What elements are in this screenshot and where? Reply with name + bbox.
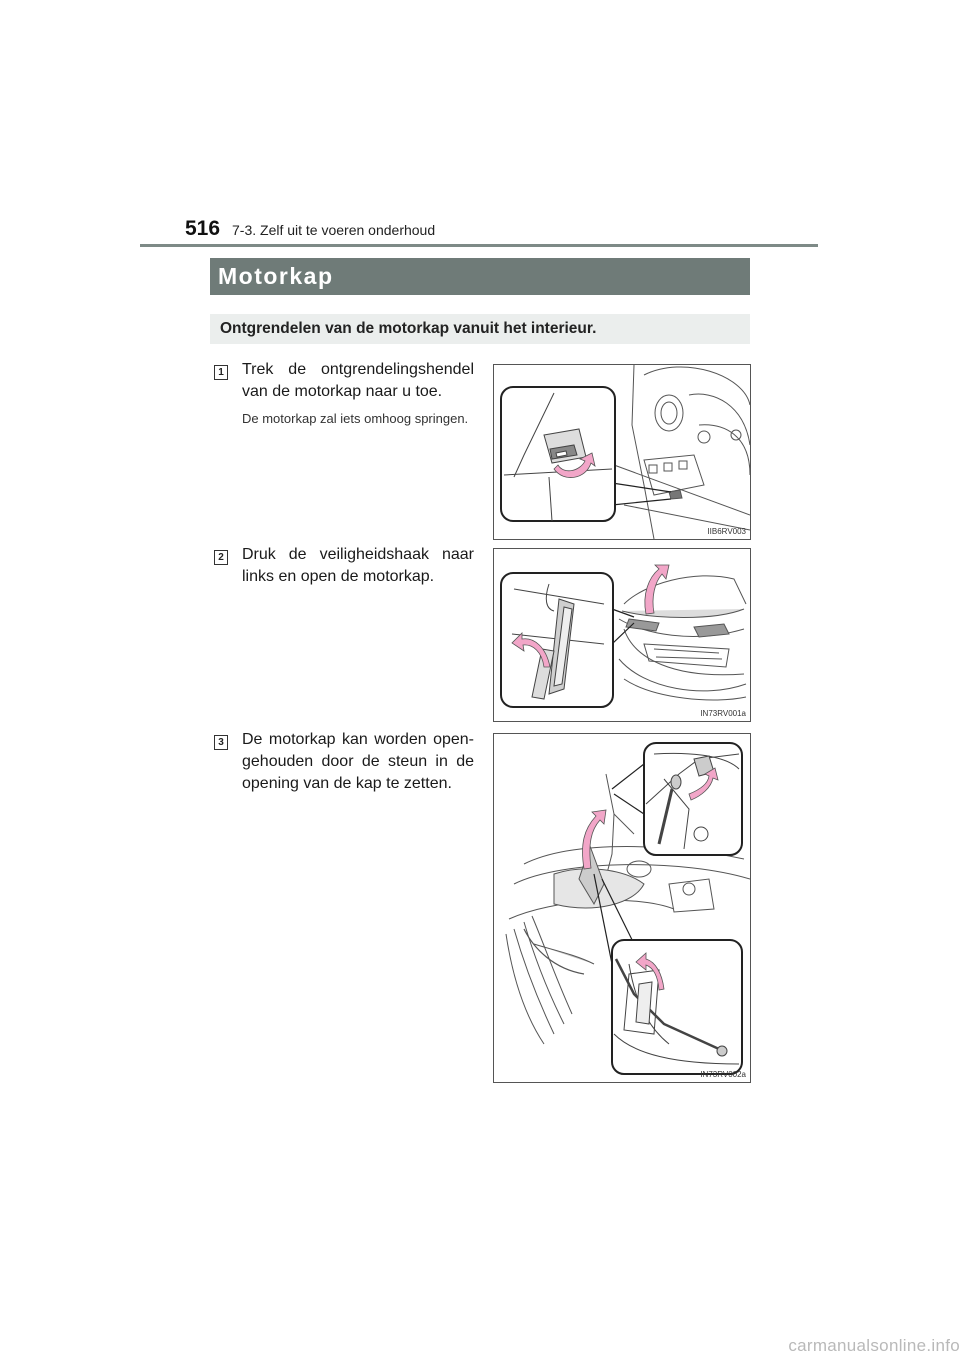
step-text-1: Trek de ontgrendelingshendel van de motorkap naar u toe. (242, 361, 474, 400)
watermark: carmanualsonline.info (788, 1336, 960, 1355)
header-rule (140, 244, 818, 247)
figure-code-3: IN73RV002a (700, 1070, 746, 1079)
step-number-2: 2 (214, 550, 228, 565)
subheading: Ontgrendelen van de motorkap vanuit het interieur. (210, 314, 750, 344)
figure-safety-catch (493, 548, 751, 722)
step-text-2: Druk de veiligheidshaak naar links en open de motorkap. (242, 546, 474, 585)
figure-code-2: IN73RV001a (700, 709, 746, 718)
figure-hood-release-lever (493, 364, 751, 540)
illustration-engine-bay (494, 734, 750, 1082)
illustration-dashboard (494, 365, 750, 539)
step-number-3: 3 (214, 735, 228, 750)
page-title: Motorkap (210, 258, 750, 295)
figure-code-1: IIB6RV003 (707, 527, 746, 536)
illustration-front-car (494, 549, 750, 721)
step-number-1: 1 (214, 365, 228, 380)
step-text-3: De motorkap kan worden open-gehouden door de steun in de opening van de kap te zetten. (242, 731, 474, 792)
section-label: 7-3. Zelf uit te voeren onderhoud (232, 222, 436, 238)
step-note-1: De motorkap zal iets omhoog springen. (242, 411, 469, 426)
figure-support-rod (493, 733, 751, 1083)
page-number: 516 (185, 217, 221, 240)
